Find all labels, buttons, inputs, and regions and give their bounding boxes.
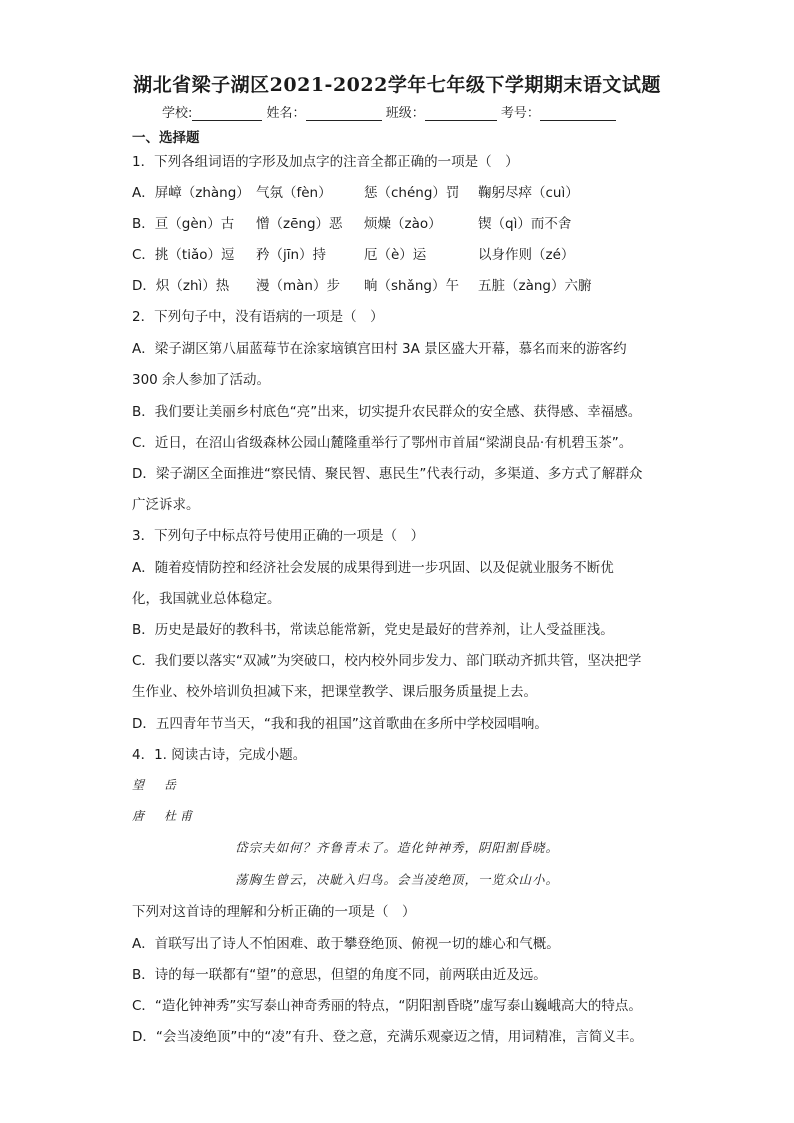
class-blank [425,106,497,121]
q4-stem: 4．1. 阅读古诗，完成小题。 [132,747,307,763]
class-label: 班级： [385,106,425,121]
q1-d-item: 漫（màn）步 [256,278,340,294]
q4-option-b: B．诗的每一联都有“望”的意思，但望的角度不同，前两联由近及远。 [132,967,547,983]
number-blank [540,106,616,121]
q2-option-d: D．梁子湖区全面推进“察民情、聚民智、惠民生”代表行动，多渠道、多方式了解群众 [132,466,643,482]
q1-a-item: 惩（chéng）罚 [364,185,460,201]
q2-option-a-cont: 300 余人参加了活动。 [132,372,271,388]
name-blank [306,106,382,121]
school-label: 学校: [162,106,193,121]
q2-option-a: A．梁子湖区第八届蓝莓节在涂家垴镇宫田村 3A 景区盛大开幕，慕名而来的游客约 [132,341,627,357]
q1-d-item: 五脏（zàng）六腑 [478,278,592,294]
q1-b-item: 锲（qì）而不舍 [478,216,572,232]
school-blank [192,106,262,121]
q2-option-c: C．近日，在沼山省级森林公园山麓隆重举行了鄂州市首届“梁湖良品·有机碧玉茶”。 [132,435,633,451]
q3-option-d: D．五四青年节当天，“我和我的祖国”这首歌曲在多所中学校园唱响。 [132,716,548,732]
q1-c-item: 厄（è）运 [364,247,427,263]
section-heading: 一、选择题 [132,130,200,146]
student-info-row [162,102,662,121]
q1-c-item: 矜（jīn）持 [256,247,327,263]
poem-title: 望 岳 [132,778,181,792]
q3-option-a-cont: 化，我国就业总体稳定。 [132,591,281,607]
poem-line: 荡胸生曾云，决眦入归鸟。会当凌绝顶，一览众山小。 [234,872,559,887]
q3-option-c: C．我们要以落实“双减”为突破口，校内校外同步发力、部门联动齐抓共管，坚决把学 [132,653,642,669]
page-title: 湖北省梁子湖区2021-2022学年七年级下学期期末语文试题 [133,74,661,96]
q1-b-item: 烦燥（zào） [364,216,442,232]
q1-option-d [132,274,591,294]
q3-option-a: A．随着疫情防控和经济社会发展的成果得到进一步巩固、以及促就业服务不断优 [132,560,614,576]
q1-a-item: 鞠躬尽瘁（cuì） [478,185,579,201]
q1-d-item: D．炽（zhì）热 [132,278,230,294]
q1-a-item: 气氛（fèn） [256,185,332,201]
q1-d-item: 晌（shǎng）午 [364,278,459,294]
q2-stem: 2．下列句子中，没有语病的一项是（ ） [132,309,384,325]
q1-option-c [132,243,574,263]
q1-c-item: C．挑（tiǎo）逗 [132,247,235,263]
q2-option-d-cont: 广泛诉求。 [132,497,200,513]
name-label: 姓名： [266,106,306,121]
q1-option-b [132,212,571,232]
q1-b-item: B．亘（gèn）古 [132,216,235,232]
q4-option-d: D．“会当凌绝顶”中的“凌”有升、登之意，充满乐观豪迈之情，用词精准，言简义丰。 [132,1029,643,1045]
q3-option-c-cont: 生作业、校外培训负担减下来，把课堂教学、课后服务质量提上去。 [132,684,537,700]
q4-sub-stem: 下列对这首诗的理解和分析正确的一项是（ ） [132,904,416,920]
q1-a-item: A．屏嶂（zhàng） [132,185,250,201]
q4-option-a: A．首联写出了诗人不怕困难、敢于攀登绝顶、俯视一切的雄心和气概。 [132,936,560,952]
q3-stem: 3．下列句子中标点符号使用正确的一项是（ ） [132,528,425,544]
q1-stem: 1．下列各组词语的字形及加点字的注音全都正确的一项是（ ） [132,154,519,170]
q3-option-b: B．历史是最好的教科书，常读总能常新，党史是最好的营养剂，让人受益匪浅。 [132,622,614,638]
q1-option-a [132,181,579,201]
number-label: 考号： [500,106,540,121]
q1-c-item: 以身作则（zé） [478,247,575,263]
q4-option-c: C．“造化钟神秀”实写泰山神奇秀丽的特点，“阴阳割昏晓”虚写泰山巍峨高大的特点。 [132,998,642,1014]
q2-option-b: B．我们要让美丽乡村底色“亮”出来，切实提升农民群众的安全感、获得感、幸福感。 [132,404,642,420]
poem-line: 岱宗夫如何？齐鲁青未了。造化钟神秀，阴阳割昏晓。 [234,840,559,855]
poem-author: 唐 杜甫 [132,809,197,823]
q1-b-item: 憎（zēng）恶 [256,216,343,232]
